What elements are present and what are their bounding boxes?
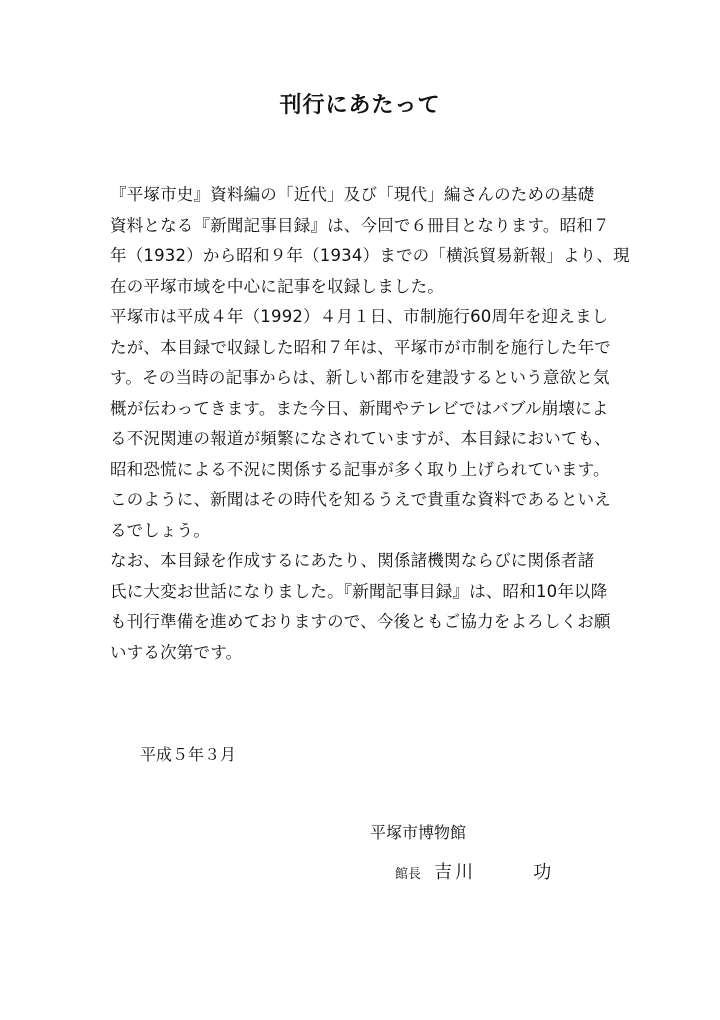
signature-block: [395, 858, 551, 884]
body-text: [110, 180, 630, 668]
body-line: 年（1932）から昭和９年（1934）までの「横浜貿易新報」より、現: [110, 246, 630, 265]
body-line: たが、本目録で収録した昭和７年は、平塚市が市制を施行した年で: [110, 337, 611, 357]
body-line: いする次第です。: [110, 642, 243, 662]
body-line: す。その当時の記事からは、新しい都市を建設するという意欲と気: [110, 368, 610, 387]
document-date: 平成５年３月: [140, 745, 237, 764]
organization-name: 平塚市博物館: [370, 823, 467, 842]
body-line: も刊行準備を進めておりますので、今後ともご協力をよろしくお願: [110, 612, 611, 631]
body-line: る不況関連の報道が頻繁になされていますが、本目録においても、: [110, 429, 611, 448]
body-line: 氏に大変お世話になりました。『新聞記事目録』は、昭和10年以降: [110, 581, 608, 601]
body-line: 在の平塚市域を中心に記事を収録しました。: [110, 276, 444, 296]
body-line: 『平塚市史』資料編の「近代」及び「現代」編さんのための基礎: [110, 185, 595, 204]
body-line: このように、新聞はその時代を知るうえで貴重な資料であるといえ: [110, 490, 611, 509]
signature-given-name: 功: [533, 862, 552, 883]
body-line: 昭和恐慌による不況に関係する記事が多く取り上げられています。: [110, 459, 610, 479]
document-title: 刊行にあたって: [279, 93, 441, 118]
body-line: 平塚市は平成４年（1992）４月１日、市制施行60周年を迎えまし: [110, 307, 609, 326]
body-line: なお、本目録を作成するにあたり、関係諸機関ならびに関係者諸: [110, 551, 595, 570]
body-line: るでしょう。: [110, 520, 211, 540]
body-line: 概が伝わってきます。また今日、新聞やテレビではバブル崩壊によ: [110, 398, 609, 418]
signature-family-name: 吉川: [434, 862, 477, 883]
body-line: 資料となる『新聞記事目録』は、今回で６冊目となります。昭和７: [110, 215, 610, 235]
signature-role: 館長: [395, 867, 422, 882]
